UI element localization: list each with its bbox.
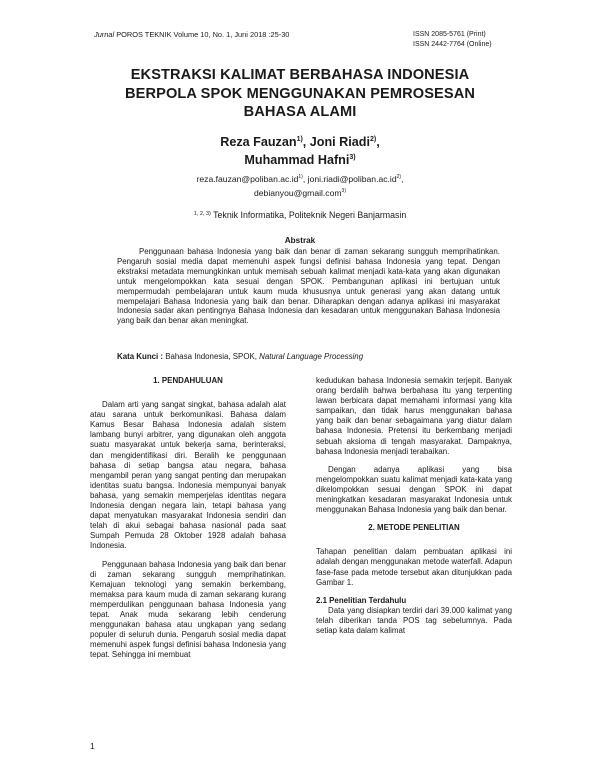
page-number: 1 — [90, 741, 95, 751]
email-list — [100, 172, 500, 199]
issn-print: ISSN 2085-5761 (Print) — [413, 31, 486, 38]
paragraph: Dalam arti yang sangat singkat, bahasa adalah alat atau sarana untuk berkomunikasi. Bahasa dalam Kamus Besar Bahasa Indonesia adalah sistem lambang bunyi arbitrer, yang digunakan oleh anggota suatu masyarakat untuk bekerja sama, berinteraksi, dan mengidentifikasi diri. Beralih ke penggunaan bahasa di setiap bangsa atau negara, bahasa mengambil peran yang sangat penting dan merupakan identitas suatu bangsa. Indonesia mempunyai banyak bahasa, yang semakin memperjelas identitas negara Indonesia dengan negara lain, tetapi bahasa yang dapat menyatukan masyarakat Indonesia sendiri dan telah di akui sebagai bahasa nasional pada saat Sumpah Pemuda 28 Oktober 1928 adalah bahasa Indonesia. — [90, 400, 286, 551]
subsection-heading: 2.1 Penelitian Terdahulu — [316, 595, 407, 605]
keywords — [117, 352, 363, 361]
journal-info: POROS TEKNIK Volume 10, No. 1, Juni 2018 :25-30 — [114, 30, 290, 39]
email-3: debianyou@gmail.com — [254, 187, 342, 198]
paragraph: Penggunaan bahasa Indonesia yang baik dan benar di zaman sekarang sungguh memprihatinkan. Kemajuan teknologi yang semakin berkembang, memaksa para kaum muda di zaman sekarang kurang memperdulikan penggunaan bahasa Indonesia yang tepat. Anak muda sekarang lebih cenderung menggunakan bahasa atau ungkapan yang sedang populer di seluruh dunia. Pengaruh sosial media dapat memenuhi aspek fungsi definisi bahasa Indonesia yang tepat. Sehingga ini membuat — [90, 559, 286, 660]
section-heading-metode: 2. METODE PENELITIAN — [368, 523, 460, 533]
author-1-sup: 1) — [296, 136, 303, 143]
section-heading-pendahuluan: 1. PENDAHULUAN — [153, 376, 223, 385]
journal-prefix: Jurnal — [94, 30, 115, 39]
abstract-heading: Abstrak — [284, 236, 316, 245]
author-3: Muhammad Hafni — [244, 153, 350, 167]
paper-title — [60, 66, 540, 122]
keywords-italic: Natural Language Processing — [259, 352, 364, 361]
journal-header — [94, 30, 289, 39]
affiliation-text: Teknik Informatika, Politeknik Negeri Banjarmasin — [213, 210, 407, 220]
title-line-1: EKSTRAKSI KALIMAT BERBAHASA INDONESIA — [130, 67, 470, 83]
email-2: joni.riadi@poliban.ac.id — [307, 174, 397, 184]
keywords-plain: Bahasa Indonesia, SPOK, — [163, 352, 260, 361]
paragraph: kedudukan bahasa Indonesia semakin terjepit. Banyak orang berdalih bahwa berbahasa itu yang terpenting lawan berbicara dapat memahami informasi yang kita sampaikan, dan tidak harus menggunakan bahasa yang baik dan benar sebagaimana yang diatur dalam bahasa Indonesia. Pretensi itu berkembang menjadi sebuah aksioma di tengah masyarakat. Dampaknya, bahasa Indonesia menjadi terabaikan. — [316, 376, 512, 456]
email-1: reza.fauzan@poliban.ac.id — [196, 174, 299, 184]
email-line-1: $reza.fauzan@poliban.ac.id^{1)}$, $joni.riadi@poliban.ac.id^{2)}$, — [196, 174, 404, 184]
keywords-label: Kata Kunci : — [117, 352, 164, 361]
right-column — [316, 376, 512, 644]
author-line-2 — [100, 150, 500, 168]
issn-block — [413, 30, 492, 49]
author-3-sup: 3) — [349, 154, 356, 161]
left-column — [90, 374, 286, 668]
author-1: Reza Fauzan — [220, 135, 297, 149]
affiliation — [100, 210, 500, 220]
title-line-2: BERPOLA SPOK MENGGUNAKAN PEMROSESAN — [125, 85, 475, 102]
author-list — [100, 132, 500, 168]
author-2: Joni Riadi — [309, 135, 370, 149]
email-line-2 — [100, 186, 500, 200]
author-line-1: Reza Fauzan$^{1)}$, Joni Riadi$^{2)}$, — [220, 135, 380, 149]
title-line-3: BAHASA ALAMI — [243, 104, 357, 121]
issn-online: ISSN 2442-7764 (Online) — [413, 40, 492, 48]
paragraph: Data yang disiapkan terdiri dari 39.000 kalimat yang telah diberikan tanda POS tag sebelumnya. Pada setiap kata dalam kalimat — [316, 605, 512, 635]
abstract-text: Penggunaan bahasa Indonesia yang baik dan benar di zaman sekarang sungguh memprihatinkan. Pengaruh sosial media dapat memenuhi aspek fungsi definisi bahasa Indonesia yang tepat. Dengan ekstraksi metadata memungkinkan untuk memisah sebuah kalimat menjadi kata-kata yang akan digunakan untuk mengelompokkan kata sesuai dengan SPOK. Pembangunan aplikasi ini bertujuan untuk mempermudah pembelajaran untuk kaum muda khususnya untuk generasi yang akan datang untuk mempelajari Bahasa Indonesia yang baik dan benar. Diharapkan dengan adanya aplikasi ini masyarakat Indonesia sadar akan pentingnya Bahasa Indonesia dan kesadaran untuk menggunakan Bahasa Indonesia yang baik dan benar akan meningkat. — [117, 247, 500, 326]
affiliation-sup: 1, 2, 3) — [193, 211, 211, 217]
email-2-sup: 2) — [396, 174, 402, 180]
email-3-sup: 3) — [341, 187, 346, 194]
email-1-sup: 1) — [298, 174, 303, 180]
author-2-sup: 2) — [369, 136, 377, 143]
paragraph: Tahapan penelitian dalam pembuatan aplikasi ini adalah dengan menggunakan metode waterfall. Adapun fase-fase pada metode tersebut akan ditunjukkan pada Gambar 1. — [316, 547, 512, 587]
paragraph: Dengan adanya aplikasi yang bisa mengelompokkan suatu kalimat menjadi kata-kata yang dikelompokkan sesuai dengan SPOK ini dapat meningkatkan kesadaran masyarakat Indonesia untuk menggunakan Bahasa Indonesia yang baik dan benar. — [316, 464, 512, 515]
